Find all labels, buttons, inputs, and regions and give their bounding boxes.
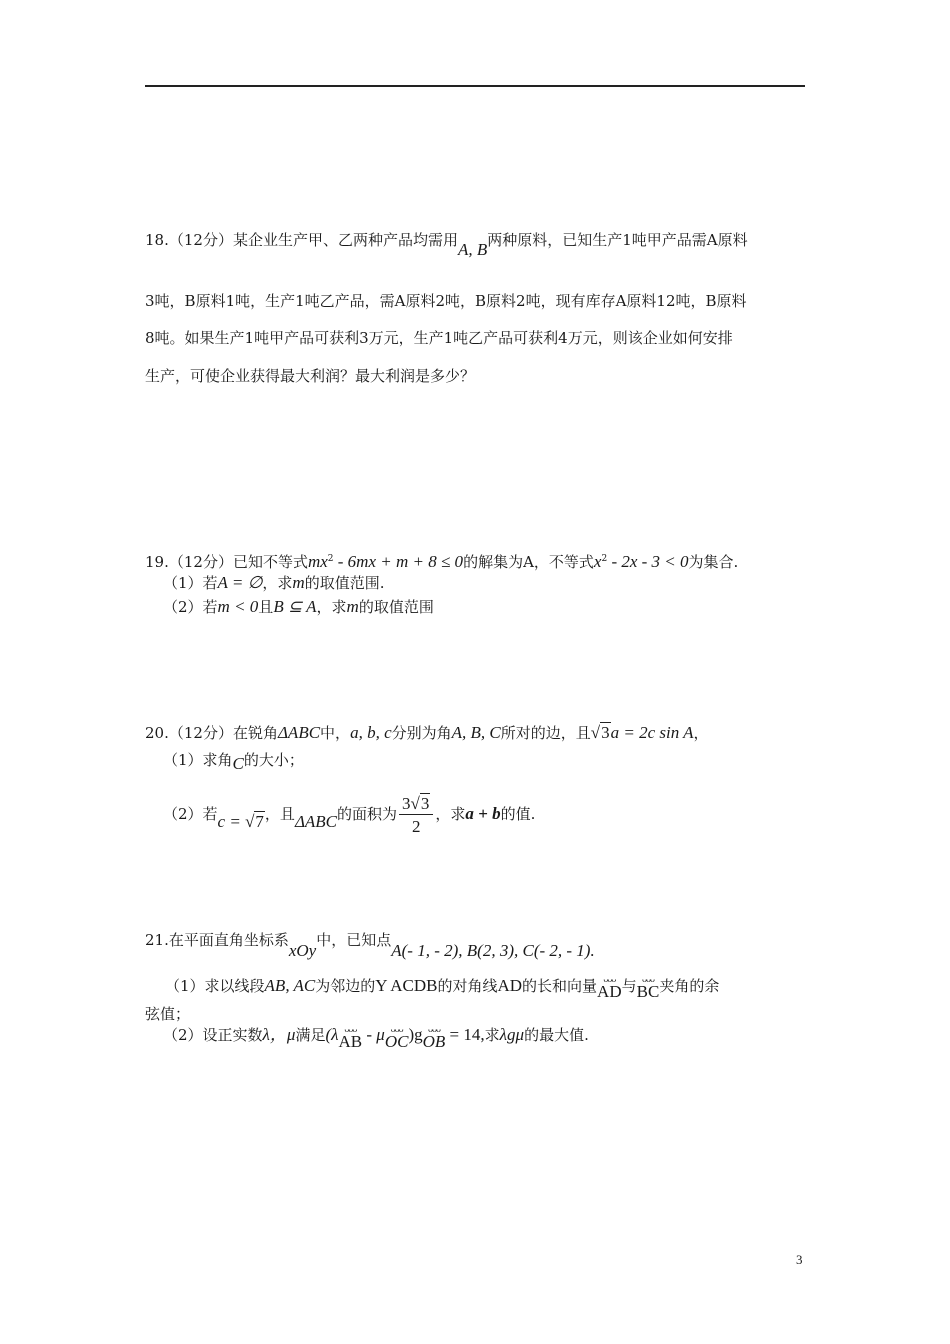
sqrt-symbol: √ [590,723,601,742]
vector-oc [384,1024,409,1051]
q21-line-1 [145,930,595,964]
vector-bc [636,974,660,1001]
q21-text: 的长和向量 [522,977,598,995]
q19-text: 的取值范围 [358,598,434,616]
q21-text: 求 [484,1026,500,1044]
q21-math: AB, AC [264,976,316,995]
q19-text: （1）若 [163,574,218,592]
q21-text: 的对角线 [437,977,498,995]
q20-math: A, B, C [451,723,501,742]
q20-math: C [232,754,244,773]
q20-sub-2 [163,790,535,838]
vector-arrow-icon: ᴗᴗᴗ [390,1024,403,1035]
q19-text: 的取值范围. [304,574,385,592]
q20-sub-1 [163,750,304,773]
q20-text: 的大小； [243,751,304,769]
q21-math: AB [338,1032,363,1051]
q19-text: 的解集为A，不等式 [463,553,594,571]
q19-sub-2 [163,597,434,617]
q20-text: （2）若 [163,805,218,823]
q21-math: - μ [362,1025,385,1044]
q18-line-3: 8吨。如果生产1吨甲产品可获利3万元，生产1吨乙产品可获利4万元，则该企业如何安排 [145,329,733,347]
sqrt-symbol: √ [245,812,255,831]
q19-math: m < 0 [217,597,259,616]
q21-math: Y ACDB [375,976,438,995]
q18-text: 两种原料，已知生产1吨甲产品需A原料 [487,231,748,249]
q21-math: AD [597,982,622,1001]
q19-math: A = ∅ [217,573,263,592]
q19-math: - 6mx + m + 8 ≤ 0 [333,552,464,571]
vector-arrow-icon: ᴗᴗᴗ [603,974,616,985]
q20-math: a = 2c sin A [610,723,694,742]
vector-arrow-icon: ᴗᴗᴗ [344,1024,357,1035]
q21-math: BC [636,982,660,1001]
q21-text: 与 [621,977,637,995]
q20-text: 的面积为 [337,805,398,823]
q20-text: ，求 [435,805,466,823]
q18-text: 18.（12分）某企业生产甲、乙两种产品均需用 [145,231,458,249]
q20-math: a + b [465,804,501,823]
q20-text: 中， [320,724,351,742]
vector-arrow-icon: ᴗᴗᴗ [427,1024,440,1035]
page-number: 3 [796,1252,803,1267]
q21-text: 的最大值. [524,1026,589,1044]
q21-line-cont: 弦值； [145,1005,191,1023]
vector-ob [422,1024,446,1051]
q20-text: 分别为角 [391,724,452,742]
q21-text: 满足 [295,1026,326,1044]
q21-sub-1 [165,974,720,1001]
q20-text: ，且 [264,805,295,823]
q20-math: ΔABC [277,723,321,742]
q21-math: λgμ [499,1025,525,1044]
q19-text: ，求 [262,574,293,592]
q19-math: - 2x - 3 < 0 [607,552,689,571]
q20-math: ΔABC [294,812,338,831]
q20-text: ， [693,724,709,742]
q21-math: OB [422,1032,446,1051]
q21-text: 21.在平面直角坐标系 [145,931,289,949]
fraction [399,794,433,837]
q21-text: 中，已知点 [316,931,392,949]
q21-text: （2）设正实数 [163,1026,263,1044]
q21-math: λ，μ [262,1025,296,1044]
q21-math: (λ [325,1025,339,1044]
q20-text: 所对的边，且 [500,724,591,742]
q19-sub-1 [163,573,384,593]
q20-text: 20.（12分）在锐角 [145,724,278,742]
q18-line-4: 生产，可使企业获得最大利润？最大利润是多少？ [145,367,476,385]
q19-math: x [593,552,602,571]
q20-line-1 [145,723,709,743]
q19-text: 19.（12分）已知不等式 [145,553,308,571]
q21-math: A(- 1, - 2), B(2, 3), C(- 2, - 1). [391,941,595,960]
q21-text: 夹角的余 [659,977,720,995]
q19-math: B ⊆ A [273,597,317,616]
q20-math: 3 [601,723,610,742]
vector-ad [597,974,622,1001]
q21-text: （1）求以线段 [165,977,265,995]
q21-math: AD [497,976,523,995]
q19-math: m [292,573,305,592]
q18-line-1 [145,230,748,259]
q20-math: 7 [255,812,264,831]
q19-text: 且 [258,598,274,616]
header-rule [145,85,805,87]
q19-text: ，求 [316,598,347,616]
q21-sub-2 [163,1022,589,1051]
q21-math: )g [408,1025,423,1044]
q19-text: （2）若 [163,598,218,616]
q21-math: OC [384,1032,409,1051]
q21-math: = 14, [445,1025,485,1044]
q20-text: 的值. [500,805,536,823]
q18-math-ab: A, B [457,240,488,259]
q19-sup: 2 [327,554,334,564]
vector-arrow-icon: ᴗᴗᴗ [641,974,654,985]
q20-math: a, b, c [350,723,392,742]
q20-math: 3 [402,793,411,813]
q18-line-2: 3吨，B原料1吨，生产1吨乙产品，需A原料2吨，B原料2吨，现有库存A原料12吨，B原料 [145,292,747,310]
q19-line-1 [145,549,738,572]
fraction-numerator: 3√3 [399,794,433,815]
q19-text: 为集合. [688,553,739,571]
q20-math: c = [217,812,246,831]
q19-math: m [346,597,359,616]
q19-sup: 2 [601,554,608,564]
q21-math: xOy [288,941,317,960]
q21-text: 为邻边的 [315,977,376,995]
q19-math: mx [307,552,328,571]
fraction-denominator: 2 [411,816,421,836]
q20-text: （1）求角 [163,751,233,769]
q20-math: 3 [420,793,430,813]
vector-ab [338,1024,363,1051]
